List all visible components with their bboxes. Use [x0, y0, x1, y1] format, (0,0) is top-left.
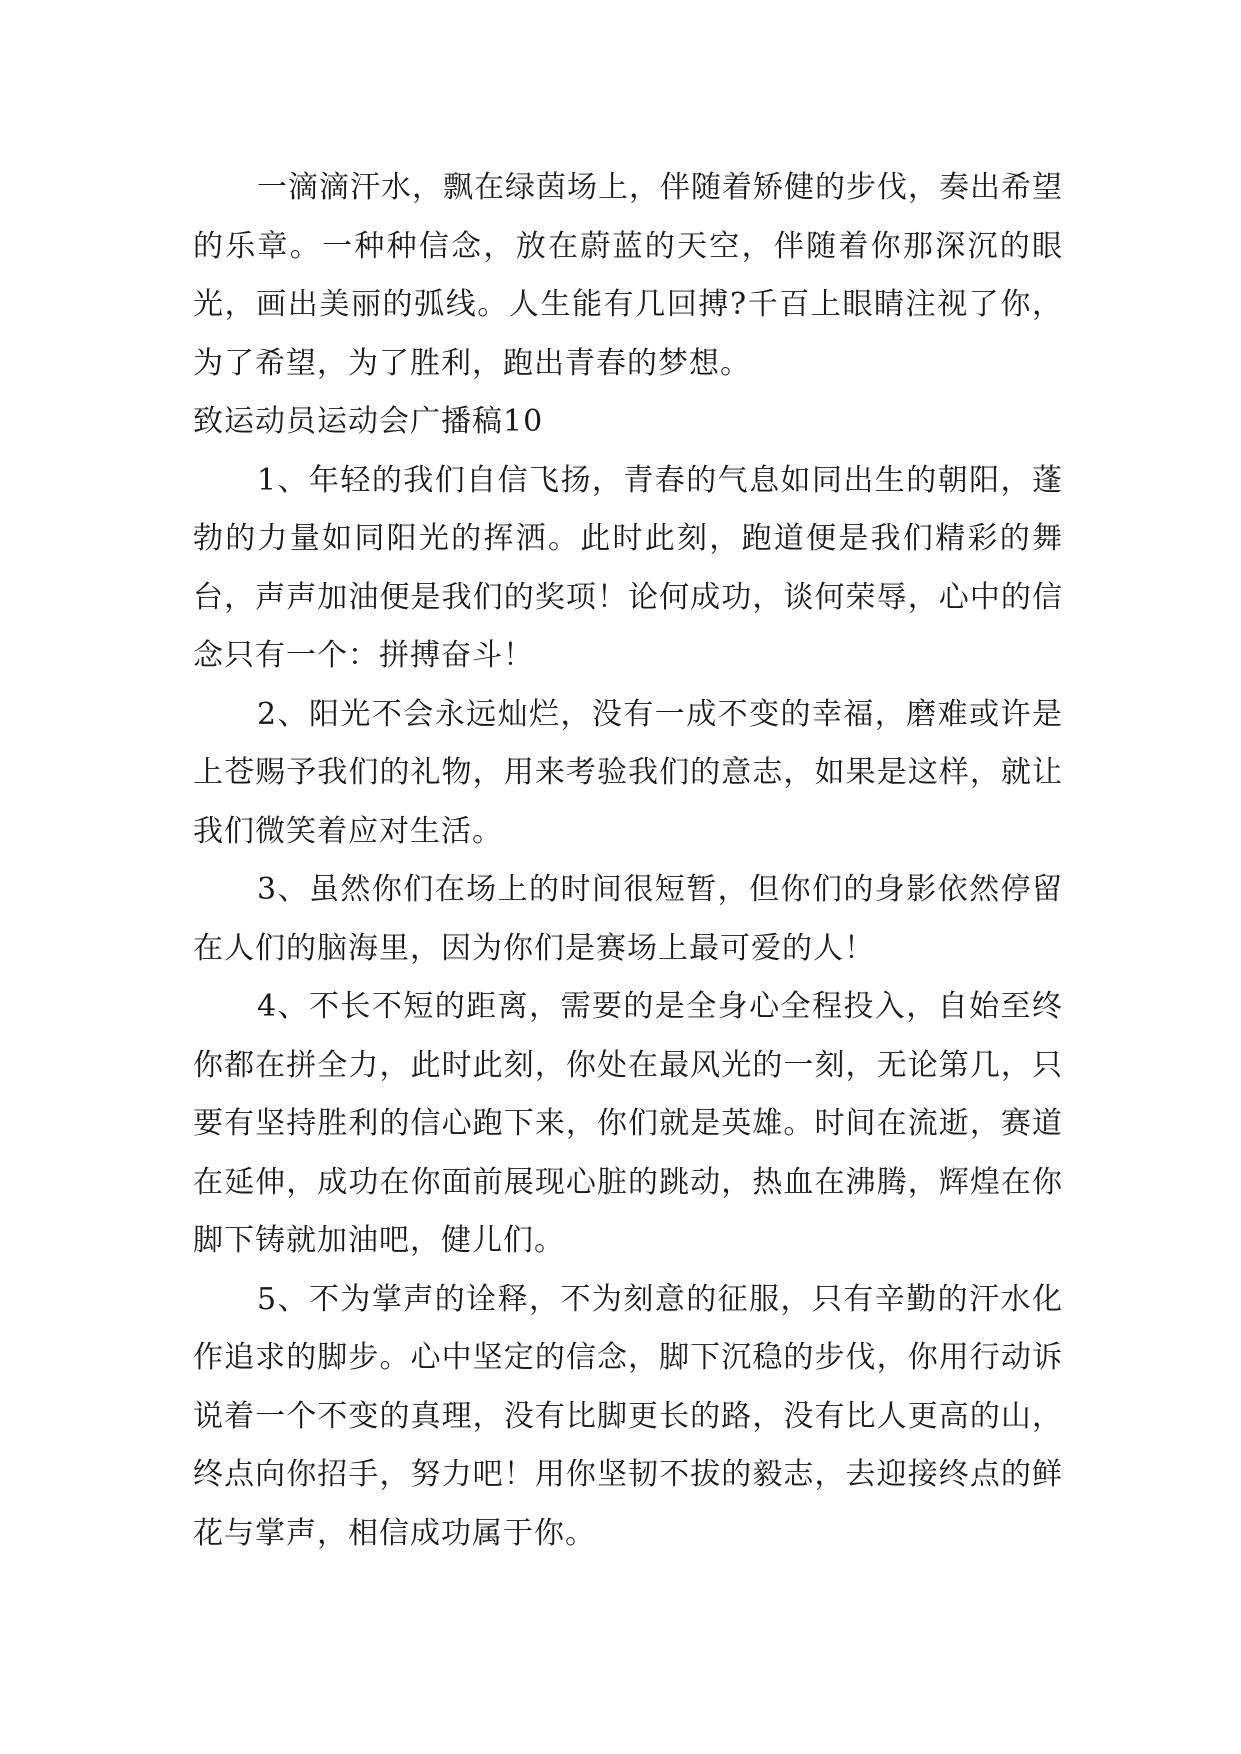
list-item-5: 5、不为掌声的诠释，不为刻意的征服，只有辛勤的汗水化作追求的脚步。心中坚定的信念，脚下沉稳的步伐，你用行动诉说着一个不变的真理，没有比脚更长的路，没有比人更高的山，终点向你招手，努力吧！用你坚韧不拔的毅志，去迎接终点的鲜花与掌声，相信成功属于你。 [193, 1281, 1063, 1551]
intro-paragraph: 一滴滴汗水，飘在绿茵场上，伴随着矫健的步伐，奏出希望的乐章。一种种信念，放在蔚蓝的天空，伴随着你那深沉的眼光，画出美丽的弧线。人生能有几回搏?千百上眼睛注视了你，为了希望，为了胜利，跑出青春的梦想。 [193, 170, 1063, 381]
section-title: 致运动员运动会广播稿10 [193, 404, 544, 439]
list-item-3: 3、虽然你们在场上的时间很短暂，但你们的身影依然停留在人们的脑海里，因为你们是赛场上最可爱的人！ [193, 872, 1063, 966]
document-body [193, 159, 1063, 1563]
list-item-2: 2、阳光不会永远灿烂，没有一成不变的幸福，磨难或许是上苍赐予我们的礼物，用来考验我们的意志，如果是这样，就让我们微笑着应对生活。 [193, 696, 1063, 849]
list-item-1: 1、年轻的我们自信飞扬，青春的气息如同出生的朝阳，蓬勃的力量如同阳光的挥洒。此时此刻，跑道便是我们精彩的舞台，声声加油便是我们的奖项！论何成功，谈何荣辱，心中的信念只有一个：拼搏奋斗！ [193, 462, 1063, 673]
list-item-4: 4、不长不短的距离，需要的是全身心全程投入，自始至终你都在拼全力，此时此刻，你处在最风光的一刻，无论第几，只要有坚持胜利的信心跑下来，你们就是英雄。时间在流逝，赛道在延伸，成功在你面前展现心脏的跳动，热血在沸腾，辉煌在你脚下铸就加油吧，健儿们。 [193, 989, 1063, 1258]
